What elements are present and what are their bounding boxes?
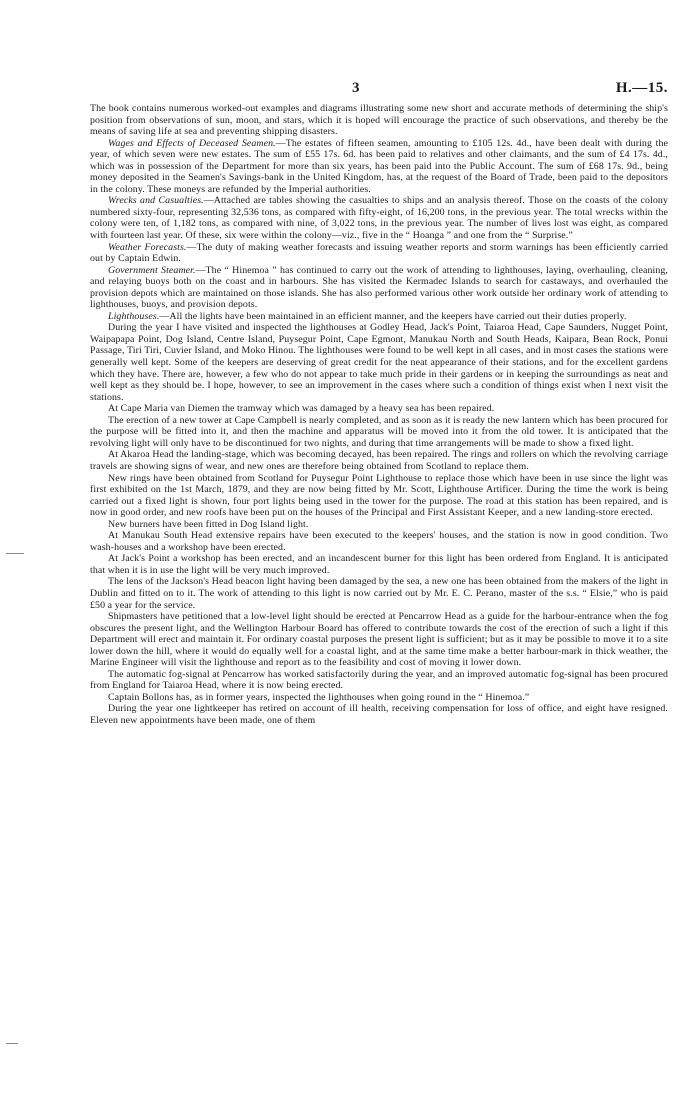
paragraph-text: The erection of a new tower at Cape Campbell is nearly completed, and as soon as it is ready the new lantern which has been procured for the purpose will be fitted into it, and then the machine and apparatus will be moved into it from the old tower. It is anticipated that the revolving light will only have to be discontinued for two nights, and during that time arrangements will be made to show a fixed light. bbox=[90, 414, 668, 449]
paragraph bbox=[90, 322, 668, 403]
paragraph-text: —The estates of fifteen seamen, amounting to £105 12s. 4d., have been dealt with during the year, of which seven were new estates. The sum of £55 17s. 6d. has been paid to relatives and other claimants, and the sum of £4 17s. 4d., which was in possession of the Department for more than six years, has been paid into the Public Account. The sum of £68 17s. 9d., being money deposited in the Seamen's Savings-bank in the United Kingdom, has, at the request of the Board of Trade, been paid to the depositors in the colony. These moneys are refunded by the Imperial authorities. bbox=[90, 137, 668, 195]
paragraph-text: —The duty of making weather forecasts and issuing weather reports and storm warnings has been efficiently carried out by Captain Edwin. bbox=[90, 241, 668, 265]
paragraph-text: New rings have been obtained from Scotland for Puysegur Point Lighthouse to replace those which have been in use since the light was first exhibited on the 1st March, 1879, and they are now being fitted by Mr. Scott, Lighthouse Artificer. During the time the work is being carried out a fixed light is shown, four port lights being used in the tower for the purpose. The road at this station has been repaired, and is now in good order, and new roofs have been put on the houses of the Principal and First Assistant Keeper, and a new landing-store erected. bbox=[90, 472, 668, 519]
paragraph bbox=[90, 703, 668, 726]
paragraph bbox=[90, 311, 668, 323]
paragraph-text: During the year I have visited and inspected the lighthouses at Godley Head, Jack's Point, Taiaroa Head, Cape Saunders, Nugget Point, Waipapapa Point, Dog Island, Centre Island, Puysegur Point, Cape Egmont, Manukau North and South Heads, Kaipara, Bean Rock, Ponui Passage, Tiri Tiri, Cuvier Island, and Moko Hinou. The lighthouses were found to be well kept in all cases, and in most cases the stations were generally well kept. Some of the keepers are deserving of great credit for the neat appearance of their stations, and for the excellent gardens which they have. There are, however, a few who do not appear to take much pride in their gardens or in keeping the surroundings as neat and well kept as they should be. I hope, however, to see an improvement in the cases where such a condition of things exist when I next visit the stations. bbox=[90, 322, 668, 403]
paragraph bbox=[90, 195, 668, 241]
paragraph-text: —The “ Hinemoa ” has continued to carry out the work of attending to lighthouses, laying, overhauling, cleaning, and relaying buoys both on the coast and in harbours. She has visited the Kermadec Islands to search for castaways, and overhauled the provision depots which are maintained on those islands. She has also performed various other work outside her ordinary work of attending to lighthouses, buoys, and provision depots. bbox=[90, 264, 668, 311]
paragraph bbox=[90, 242, 668, 265]
paragraph-text: During the year one lightkeeper has retired on account of ill health, receiving compensation for loss of office, and eight have resigned. Eleven new appointments have been made, one of them bbox=[90, 703, 668, 726]
paragraph-text: Captain Bollons has, as in former years, inspected the lighthouses when going round in the “ Hinemoa.” bbox=[108, 691, 530, 703]
paragraph-text: At Manukau South Head extensive repairs have been executed to the keepers' houses, and the station is now in good condition. Two wash-houses and a workshop have been erected. bbox=[90, 530, 668, 553]
paragraph-text: New burners have been fitted in Dog Island light. bbox=[108, 518, 309, 530]
paragraph bbox=[90, 611, 668, 669]
paragraph-text: At Cape Maria van Diemen the tramway which was damaged by a heavy sea has been repaired. bbox=[108, 403, 495, 415]
page-number: 3 bbox=[352, 80, 360, 96]
paragraph-text: At Jack's Point a workshop has been erected, and an incandescent burner for this light has been ordered from England. It is anticipated that when it is in use the light will be very much improved. bbox=[90, 553, 668, 576]
paragraph-text: The lens of the Jackson's Head beacon light having been damaged by the sea, a new one has been obtained from the makers of the light in Dublin and fitted on to it. The work of attending to this light is now carried out by Mr. E. C. Perano, master of the s.s. “ Elsie,” who is paid £50 a year for the service. bbox=[90, 576, 668, 611]
paragraph-text: The automatic fog-signal at Pencarrow has worked satisfactorily during the year, and an improved automatic fog-signal has been procured from England for Taiaroa Head, where it is now being erected. bbox=[90, 668, 668, 692]
paragraph bbox=[90, 138, 668, 196]
paragraph-heading: Government Steamer. bbox=[108, 264, 196, 276]
body-text bbox=[90, 103, 668, 727]
paragraph bbox=[90, 265, 668, 311]
paragraph-text: —All the lights have been maintained in an efficient manner, and the keepers have carried out their duties properly. bbox=[159, 310, 627, 322]
paragraph bbox=[90, 669, 668, 692]
paragraph bbox=[90, 449, 668, 472]
paragraph bbox=[90, 553, 668, 576]
margin-mark bbox=[6, 1043, 18, 1044]
paragraph-heading: Wrecks and Casualties. bbox=[108, 195, 204, 207]
paragraph-heading: Weather Forecasts. bbox=[108, 241, 187, 253]
paragraph bbox=[90, 473, 668, 519]
paragraph-text: —Attached are tables showing the casualties to ships and an analysis thereof. Those on the coasts of the colony numbered sixty-four, representing 32,536 tons, as compared with fifty-eight, of 16,200 tons, in the previous year. The total wrecks within the colony were ten, of 1,182 tons, as compared with nine, of 3,022 tons, in the previous year. The number of lives lost was eight, as compared with fourteen last year. Of these, six were within the colony—viz., five in the “ Hoanga ” and one from the “ Surprise.” bbox=[90, 195, 669, 242]
paragraph-heading: Wages and Effects of Deceased Seamen. bbox=[108, 137, 276, 149]
paragraph-text: Shipmasters have petitioned that a low-level light should be erected at Pencarrow Head as a guide for the harbour-entrance when the fog obscures the present light, and the Wellington Harbour Board has offered to contribute towards the cost of the erection of such a light if this Department will erect and maintain it. For ordinary coastal purposes the present light is sufficient; but as it may be possible to move it to a site lower down the hill, where it would do equally well for a coastal light, and at the same time make a better harbour-mark in thick weather, the Marine Engineer will visit the lighthouse and report as to the feasibility and cost of moving it lower down. bbox=[90, 611, 668, 669]
page-header bbox=[90, 80, 668, 100]
paragraph bbox=[90, 415, 668, 450]
paragraph-heading: Lighthouses. bbox=[108, 310, 160, 322]
paragraph bbox=[90, 576, 668, 611]
paragraph bbox=[90, 692, 668, 704]
paragraph bbox=[90, 519, 668, 531]
document-reference: H.—15. bbox=[615, 80, 668, 96]
paragraph bbox=[90, 403, 668, 415]
paragraph bbox=[90, 530, 668, 553]
margin-mark bbox=[6, 553, 24, 554]
paragraph bbox=[90, 103, 668, 138]
paragraph-text: The book contains numerous worked-out examples and diagrams illustrating some new short and accurate methods of determining the ship's position from observations of sun, moon, and stars, which it is hoped will encourage the practice of such observations, and thereby be the means of saving life at sea and preventing shipping disasters. bbox=[90, 103, 668, 138]
paragraph-text: At Akaroa Head the landing-stage, which was becoming decayed, has been repaired. The rings and rollers on which the revolving carriage travels are showing signs of wear, and new ones are therefore being obtained from Scotland to replace them. bbox=[90, 449, 668, 472]
